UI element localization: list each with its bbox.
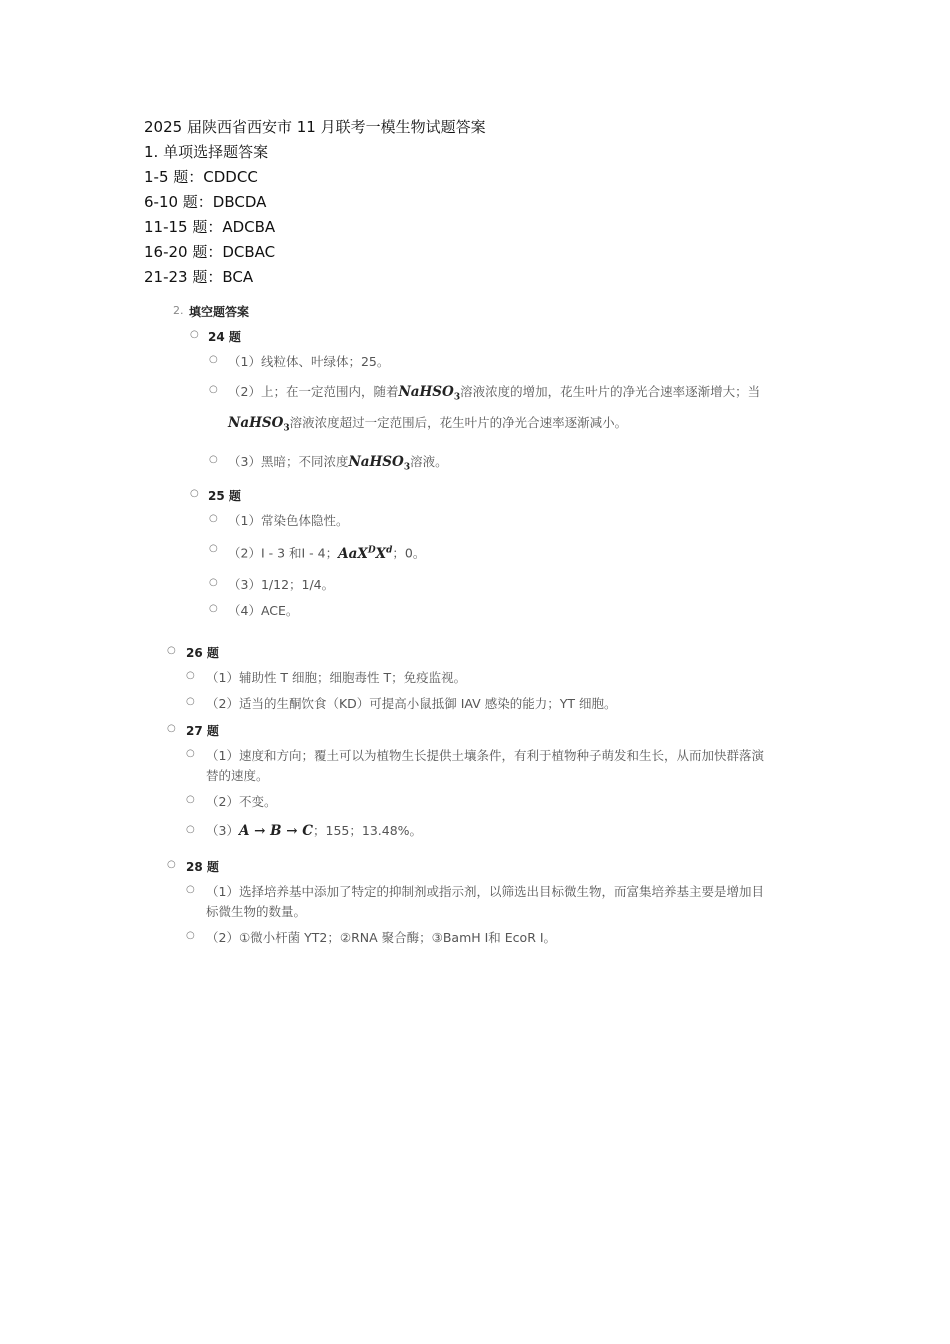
q26-answer-2: （2）适当的生酮饮食（KD）可提高小鼠抵御 IAV 感染的能力；YT 细胞。 <box>206 696 617 711</box>
q27-a3-pre: （3） <box>206 823 239 838</box>
math-nahso3: NaHSO$_3$ <box>398 384 461 403</box>
bullet-icon: ○ <box>190 329 199 340</box>
q25-title: 25 题 <box>208 489 241 503</box>
bullet-icon: ○ <box>209 577 218 588</box>
q27-answer-2: （2）不变。 <box>206 794 277 809</box>
bullet-icon: ○ <box>186 794 195 805</box>
q24-a2-post: 溶液浓度超过一定范围后，花生叶片的净光合速率逐渐减小。 <box>289 415 628 430</box>
q25-answer-4: （4）ACE。 <box>228 603 299 618</box>
q27-answer-3 <box>206 821 422 841</box>
q27-a3-post: ；155；13.48%。 <box>313 823 423 838</box>
q24-a3-pre: （3）黑暗；不同浓度 <box>228 454 349 469</box>
q28-answer-1: （1）选择培养基中添加了特定的抑制剂或指示剂，以筛选出目标微生物，而富集培养基主要是增加目标微生物的数量。 <box>206 884 764 919</box>
answer-row: 6-10 题：DBCDA <box>144 193 267 211</box>
section2-number: 2. <box>173 304 184 317</box>
bullet-icon: ○ <box>209 513 218 524</box>
bullet-icon: ○ <box>186 696 195 707</box>
q24-answer-2-line2 <box>228 413 627 439</box>
q25-answer-1: （1）常染色体隐性。 <box>228 513 349 528</box>
bullet-icon: ○ <box>209 384 218 395</box>
section2-heading: 填空题答案 <box>189 305 250 319</box>
q26-answer-1: （1）辅助性 T 细胞；细胞毒性 T；免疫监视。 <box>206 670 467 685</box>
math-nahso3: NaHSO$_3$ <box>348 454 411 473</box>
section1-heading: 1. 单项选择题答案 <box>144 143 269 161</box>
q27-title: 27 题 <box>186 724 219 738</box>
q25-answer-2 <box>228 540 425 564</box>
q24-a3-post: 溶液。 <box>410 454 448 469</box>
q24-answer-3 <box>228 452 448 478</box>
bullet-icon: ○ <box>186 884 195 895</box>
q28-title: 28 题 <box>186 860 219 874</box>
bullet-icon: ○ <box>186 670 195 681</box>
bullet-icon: ○ <box>186 930 195 941</box>
bullet-icon: ○ <box>167 859 176 870</box>
bullet-icon: ○ <box>167 723 176 734</box>
answer-row: 11-15 题：ADCBA <box>144 218 276 236</box>
q24-title: 24 题 <box>208 330 241 344</box>
q25-a2-post: ；0。 <box>392 545 426 561</box>
math-chain: A → B → C <box>238 823 314 839</box>
answer-row: 21-23 题：BCA <box>144 268 254 286</box>
q24-answer-1: （1）线粒体、叶绿体；25。 <box>228 354 390 369</box>
answer-row: 1-5 题：CDDCC <box>144 168 258 186</box>
bullet-icon: ○ <box>186 824 195 835</box>
answer-row: 16-20 题：DCBAC <box>144 243 276 261</box>
bullet-icon: ○ <box>209 603 218 614</box>
q25-a2-pre: （2）Ⅰ - 3 和Ⅰ - 4； <box>228 545 339 561</box>
bullet-icon: ○ <box>186 748 195 759</box>
math-nahso3: NaHSO$_3$ <box>228 415 290 434</box>
q24-a2-mid: 溶液浓度的增加，花生叶片的净光合速率逐渐增大；当 <box>460 384 761 399</box>
q25-answer-3: （3）1/12；1/4。 <box>228 577 335 592</box>
q26-title: 26 题 <box>186 646 219 660</box>
math-genotype: $AaX^DX^d$ <box>338 545 393 562</box>
header-block <box>144 115 486 290</box>
bullet-icon: ○ <box>209 543 218 554</box>
bullet-icon: ○ <box>209 354 218 365</box>
q27-answer-1: （1）速度和方向；覆土可以为植物生长提供土壤条件，有利于植物种子萌发和生长，从而加快群落演替的速度。 <box>206 748 764 783</box>
bullet-icon: ○ <box>209 454 218 465</box>
bullet-icon: ○ <box>190 488 199 499</box>
q28-answer-2: （2）①微小杆菌 YT2；②RNA 聚合酶；③BamH Ⅰ和 EcoR Ⅰ。 <box>206 930 557 945</box>
doc-title: 2025 届陕西省西安市 11 月联考一模生物试题答案 <box>144 118 486 136</box>
q24-answer-2-line1 <box>228 382 760 408</box>
q24-a2-pre: （2）上；在一定范围内，随着 <box>228 384 399 399</box>
bullet-icon: ○ <box>167 645 176 656</box>
